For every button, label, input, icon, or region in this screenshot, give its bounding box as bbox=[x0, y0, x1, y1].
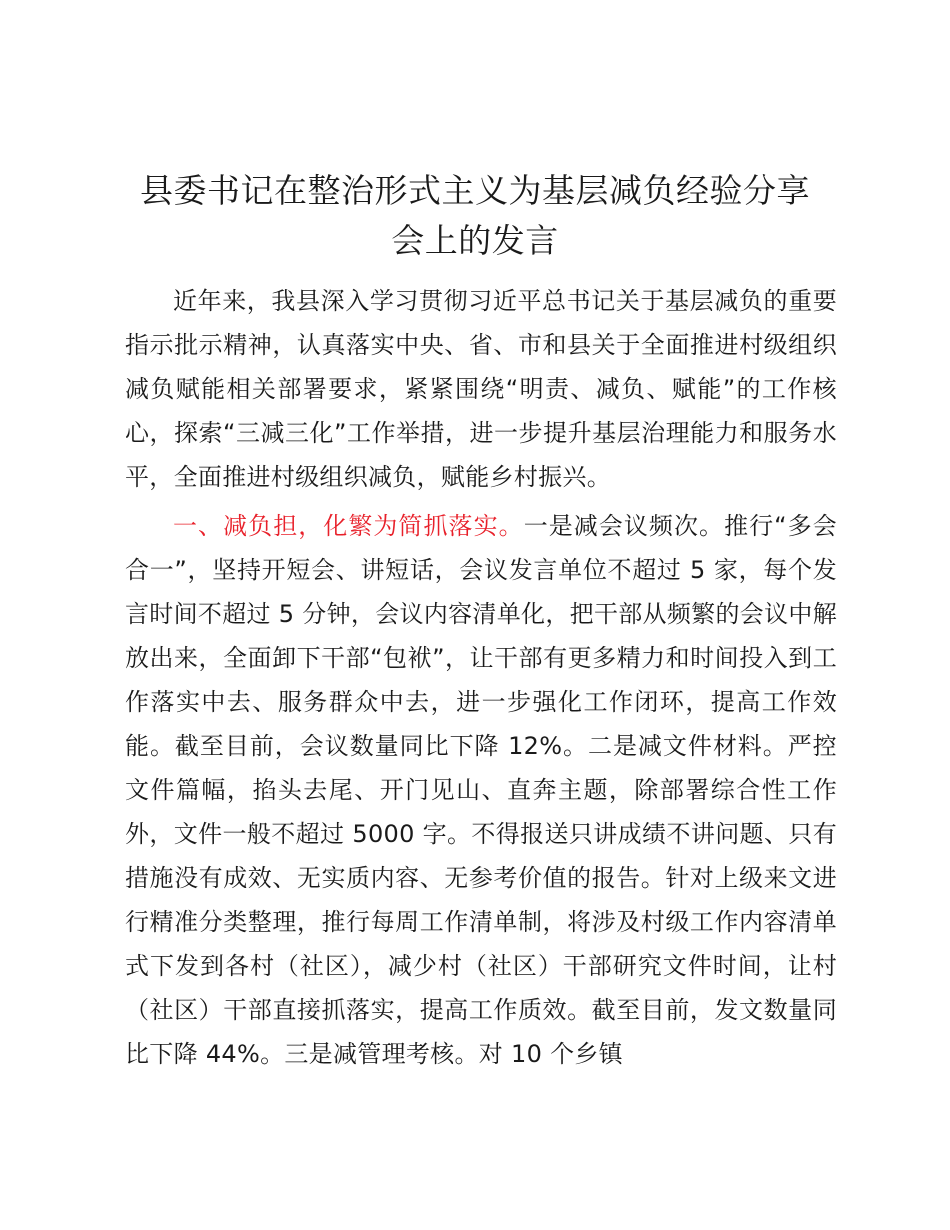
section-1-heading: 一、减负担，化繁为简抓落实。 bbox=[173, 512, 524, 540]
intro-paragraph: 近年来，我县深入学习贯彻习近平总书记关于基层减负的重要指示批示精神，认真落实中央、省、市和县关于全面推进村级组织减负赋能相关部署要求，紧紧围绕“明责、减负、赋能”的工作核心，探索“三减三化”工作举措，进一步提升基层治理能力和服务水平，全面推进村级组织减负，赋能乡村振兴。 bbox=[125, 287, 837, 491]
title-line-1: 县委书记在整治形式主义为基层减负经验分享 bbox=[140, 171, 810, 210]
section-1-paragraph bbox=[125, 504, 837, 1076]
section-1-body: 一是减会议频次。推行“多会合一”，坚持开短会、讲短话，会议发言单位不超过 5 家，每个发言时间不超过 5 分钟，会议内容清单化，把干部从频繁的会议中解放出来，全面卸下干部“包袱”，让干部有更多精力和时间投入到工作落实中去、服务群众中去，进一步强化工作闭环，提高工作效能。截至目前，会议数量同比下降 12%。二是减文件材料。严控文件篇幅，掐头去尾、开门见山、直奔主题，除部署综合性工作外，文件一般不超过 5000 字。不得报送只讲成绩不讲问题、只有措施没有成效、无实质内容、无参考价值的报告。针对上级来文进行精准分类整理，推行每周工作清单制，将涉及村级工作内容清单式下发到各村（社区），减少村（社区）干部研究文件时间，让村（社区）干部直接抓落实，提高工作质效。截至目前，发文数量同比下降 44%。三是减管理考核。对 10 个乡镇 bbox=[125, 512, 837, 1068]
document-title bbox=[100, 166, 850, 266]
title-line-2: 会上的发言 bbox=[391, 221, 559, 260]
